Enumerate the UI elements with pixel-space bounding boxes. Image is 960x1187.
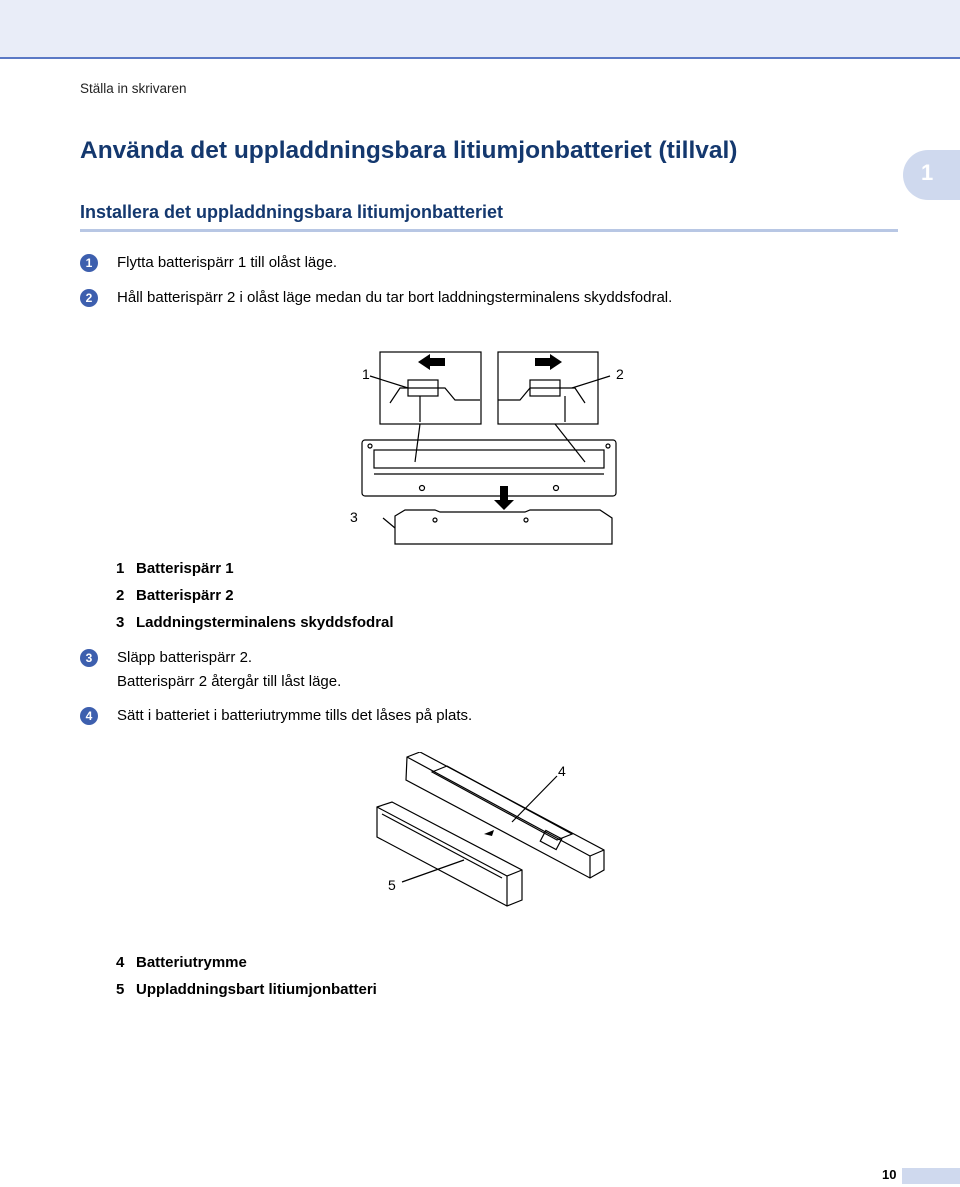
chapter-number: 1 — [921, 160, 934, 185]
legend-number: 5 — [116, 981, 125, 998]
legend-label: Batteriutrymme — [136, 954, 247, 971]
section-subtitle: Installera det uppladdningsbara litiumjonbatteriet — [80, 202, 504, 222]
step-number-badge: 2 — [80, 289, 98, 307]
legend-number: 1 — [116, 560, 125, 577]
step-number-badge: 1 — [80, 254, 98, 272]
step-text-continued: Batterispärr 2 återgår till låst läge. — [117, 673, 342, 690]
step-number-badge: 4 — [80, 707, 98, 725]
callout-4: 4 — [558, 763, 566, 779]
running-header: Ställa in skrivaren — [80, 81, 187, 96]
step-text: Sätt i batteriet i batteriutrymme tills det låses på plats. — [117, 707, 473, 724]
page-number: 10 — [882, 1167, 897, 1182]
legend-number: 3 — [116, 614, 125, 631]
legend-item-2 — [116, 587, 234, 604]
legend-item-3 — [116, 614, 394, 631]
callout-3: 3 — [350, 509, 358, 525]
legend-number: 2 — [116, 587, 125, 604]
legend-item-1 — [116, 560, 234, 577]
step-text: Släpp batterispärr 2. — [117, 649, 253, 666]
callout-1: 1 — [362, 366, 370, 382]
step-text: Håll batterispärr 2 i olåst läge medan du tar bort laddningsterminalens skyddsfodral. — [117, 289, 673, 306]
step-text: Flytta batterispärr 1 till olåst läge. — [117, 254, 338, 271]
battery-insertion-illustration — [372, 752, 612, 912]
subtitle-rule — [80, 229, 898, 232]
legend-label: Batterispärr 2 — [136, 587, 234, 604]
callout-2: 2 — [616, 366, 624, 382]
legend-item-4 — [116, 954, 247, 971]
battery-latch-illustration — [340, 348, 640, 552]
top-band — [0, 0, 960, 59]
footer-band — [902, 1168, 960, 1184]
legend-label: Laddningsterminalens skyddsfodral — [136, 614, 394, 631]
callout-5: 5 — [388, 877, 396, 893]
legend-label: Uppladdningsbart litiumjonbatteri — [136, 981, 377, 998]
legend-item-5 — [116, 981, 377, 998]
legend-label: Batterispärr 1 — [136, 560, 234, 577]
step-number-badge: 3 — [80, 649, 98, 667]
page-title: Använda det uppladdningsbara litiumjonbatteriet (tillval) — [80, 137, 738, 164]
legend-number: 4 — [116, 954, 125, 971]
